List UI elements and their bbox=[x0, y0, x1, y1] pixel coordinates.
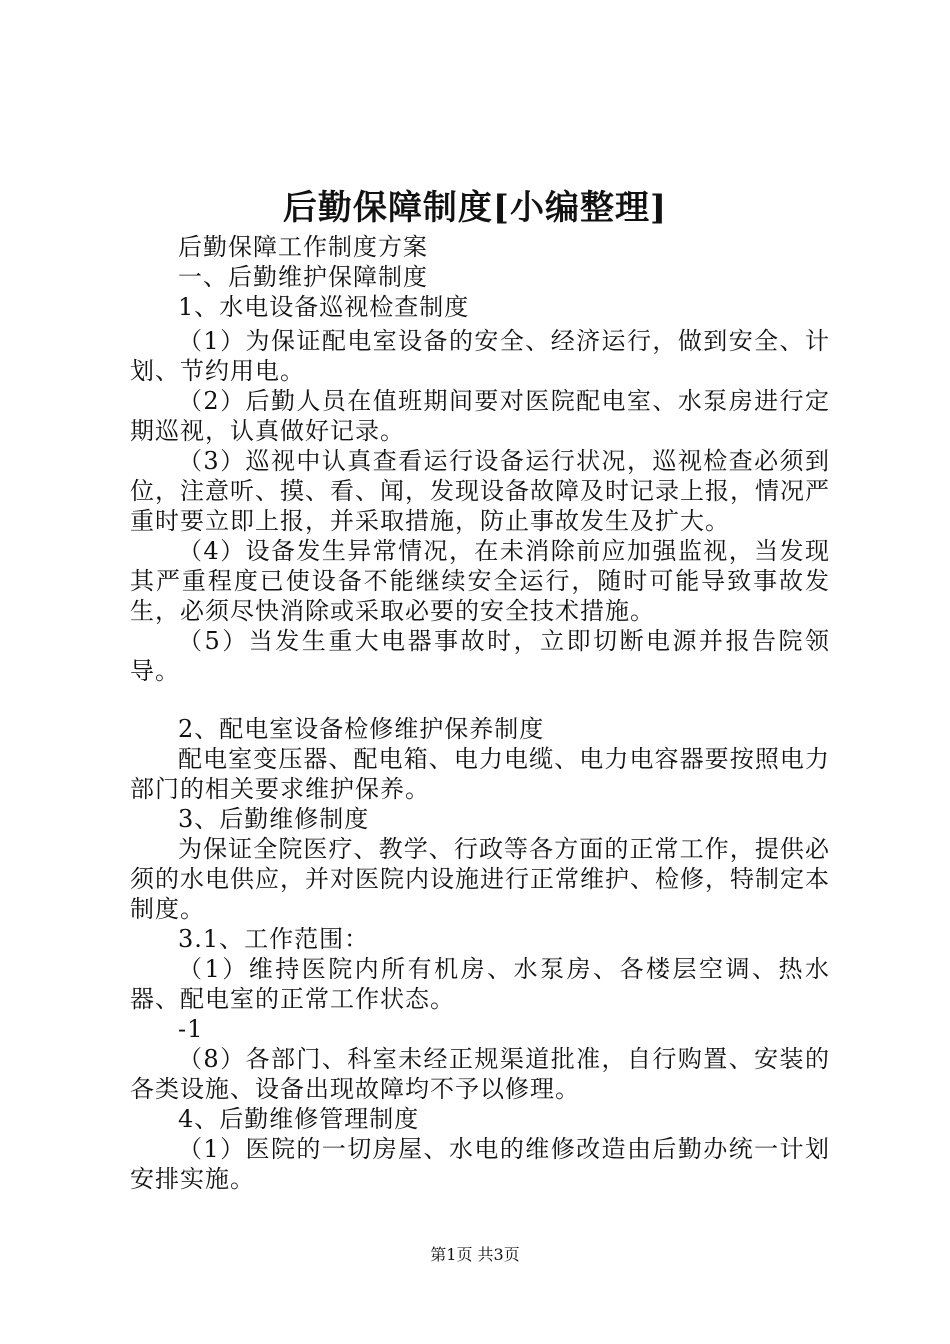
heading-3-1: 3.1、工作范围： bbox=[178, 925, 370, 953]
paragraph-management-1: （1）医院的一切房屋、水电的维修改造由后勤办统一计划安排实施。 bbox=[130, 1135, 830, 1193]
heading-1: 1、水电设备巡视检查制度 bbox=[178, 293, 470, 321]
page-marker: -1 bbox=[178, 1015, 204, 1043]
paragraph-plan-title: 后勤保障工作制度方案 bbox=[178, 233, 428, 261]
paragraph-scope-1: （1）维持医院内所有机房、水泵房、各楼层空调、热水器、配电室的正常工作状态。 bbox=[130, 955, 830, 1013]
heading-3: 3、后勤维修制度 bbox=[178, 805, 370, 833]
paragraph-item-1: （1）为保证配电室设备的安全、经济运行，做到安全、计划、节约用电。 bbox=[130, 327, 830, 385]
document-body bbox=[130, 232, 830, 1194]
paragraph-item-3: （3）巡视中认真查看运行设备运行状况，巡视检查必须到位，注意听、摸、看、闻，发现设备故障及时记录上报，情况严重时要立即上报，并采取措施，防止事故发生及扩大。 bbox=[130, 447, 830, 535]
heading-section-1: 一、后勤维护保障制度 bbox=[178, 263, 428, 291]
paragraph-scope-8: （8）各部门、科室未经正规渠道批准，自行购置、安装的各类设施、设备出现故障均不予以修理。 bbox=[130, 1045, 830, 1103]
paragraph-item-5: （5）当发生重大电器事故时，立即切断电源并报告院领导。 bbox=[130, 627, 830, 685]
heading-4: 4、后勤维修管理制度 bbox=[178, 1105, 420, 1133]
paragraph-repair: 为保证全院医疗、教学、行政等各方面的正常工作，提供必须的水电供应，并对医院内设施进行正常维护、检修，特制定本制度。 bbox=[130, 835, 830, 923]
heading-2: 2、配电室设备检修维护保养制度 bbox=[178, 715, 545, 743]
paragraph-item-4: （4）设备发生异常情况，在未消除前应加强监视，当发现其严重程度已使设备不能继续安全运行，随时可能导致事故发生，必须尽快消除或采取必要的安全技术措施。 bbox=[130, 537, 830, 625]
page-footer: 第1页 共3页 bbox=[430, 1245, 520, 1264]
paragraph-item-2: （2）后勤人员在值班期间要对医院配电室、水泵房进行定期巡视，认真做好记录。 bbox=[130, 387, 830, 445]
document-title: 后勤保障制度[小编整理] bbox=[282, 188, 668, 228]
paragraph-maintenance: 配电室变压器、配电箱、电力电缆、电力电容器要按照电力部门的相关要求维护保养。 bbox=[130, 745, 830, 803]
blank-line bbox=[130, 686, 830, 714]
